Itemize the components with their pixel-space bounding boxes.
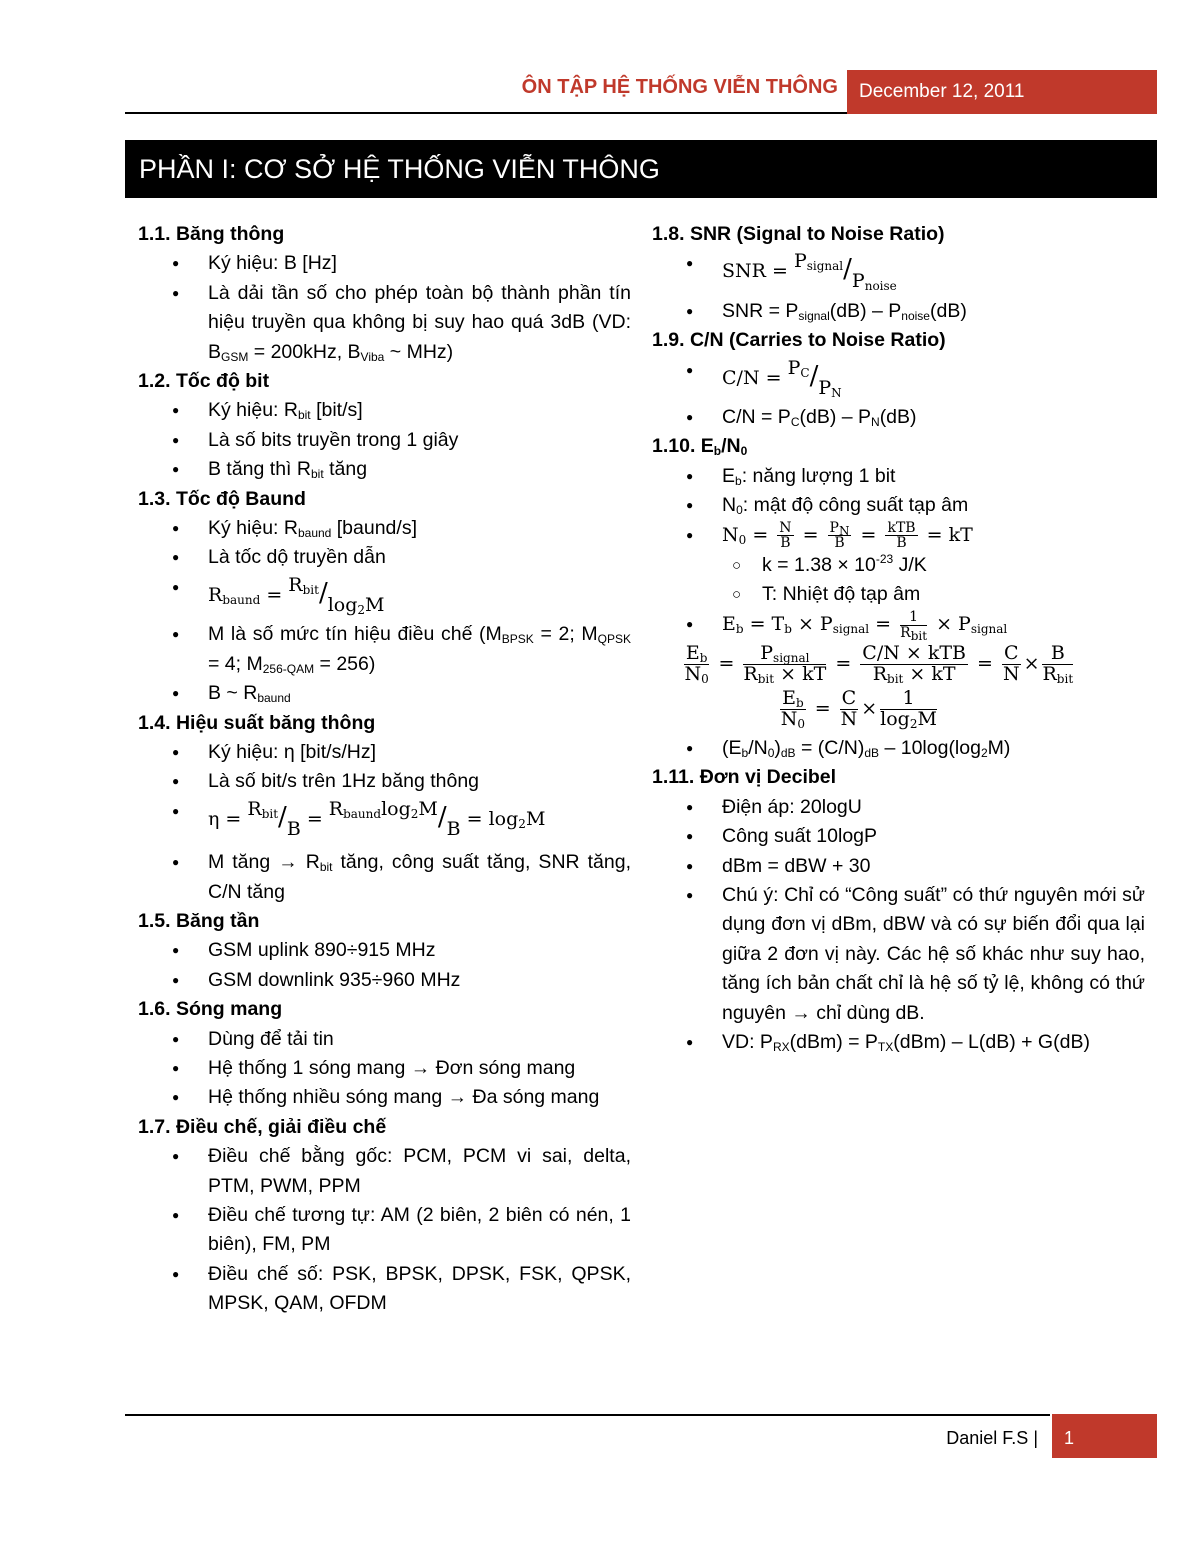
list-item: ● $N_0$: mật độ công suất tạp âm xyxy=(722,491,1145,520)
section-1-4-list xyxy=(138,738,631,907)
part-title: PHẦN I: CƠ SỞ HỆ THỐNG VIỄN THÔNG xyxy=(125,140,1157,198)
section-1-6-title: 1.6. Sóng mang xyxy=(138,998,283,1021)
footer-author: Daniel F.S | xyxy=(946,1428,1038,1448)
list-item: ● Chú ý: Chỉ có “Công suất” có thứ nguyên mới sử dụng đơn vị dBm, dBW và có sự biến đổi qua lại giữa 2 đơn vị này. Các hệ số khác như suy hao, tăng ích bản chất chỉ là hệ số tỷ lệ, không có thứ nguyên → chỉ dùng dB. xyxy=(722,881,1145,1028)
formula-baund: ● $R_{baund} = ^{R_{bit}}/_{log_2M}$ xyxy=(208,573,631,620)
section-1-4-title: 1.4. Hiệu suất băng thông xyxy=(138,711,376,734)
section-1-1-title: 1.1. Băng thông xyxy=(138,223,285,245)
list-item: ● GSM uplink 890÷915 MHz xyxy=(208,936,631,965)
section-1-9-title: 1.9. C/N (Carries to Noise Ratio) xyxy=(652,329,946,352)
list-item: ○ T: Nhiệt độ tạp âm xyxy=(762,580,1145,609)
list-item: ● M tăng → $R_{bit}$ tăng, công suất tăng, SNR tăng, C/N tăng xyxy=(208,848,631,907)
list-item: ● GSM downlink 935÷960 MHz xyxy=(208,966,631,995)
formula-snr: ● SNR = $^{P_{signal}}/_{P_{noise}}$ xyxy=(722,249,1145,296)
header-rule xyxy=(125,112,847,114)
section-1-9-list xyxy=(652,356,1145,433)
formula-eta: ● $\eta = ^{R_{bit}}/_B = ^{R_{baund}log_2M}/_B = \log_2M$ xyxy=(208,797,631,848)
list-item: ● $C/N = P_C(dB) - P_N(dB)$ xyxy=(722,403,1145,432)
list-item: ● Ký hiệu: $R_{bit}$ [bit/s] xyxy=(208,396,631,425)
list-item: ● Ký hiệu: $R_{baund}$ [baund/s] xyxy=(208,514,631,543)
formula-eb-n0-log: $\frac{E_b}{N_0}$ = $\frac{C}{N}$ × $\frac{1}{\log_2M}$ xyxy=(780,687,937,732)
section-1-11-list xyxy=(652,793,1145,1058)
section-1-1-list xyxy=(138,249,631,367)
list-item: ○ $k = 1.38 \times 10^{-23}$ J/K xyxy=(762,551,1145,580)
page-number: 1 xyxy=(1052,1414,1157,1458)
list-item: ● Điều chế số: PSK, BPSK, DPSK, FSK, QPSK, MPSK, QAM, OFDM xyxy=(208,1260,631,1319)
formula-n0: ● $N_0$ = $\frac{N}{B}$ = $\frac{P_N}{B}$ = $\frac{\text{kTB}}{B}$ = kT ○ $k = 1.38 \times 10^{-23}$ J/K ○ T: Nhiệt độ tạp âm xyxy=(722,521,1145,610)
formula-cn: ● $C/N = ^{P_C}/_{P_N}$ xyxy=(722,356,1145,403)
section-1-7-title: 1.7. Điều chế, giải điều chế xyxy=(138,1115,387,1138)
list-item: ● Là dải tần số cho phép toàn bộ thành phần tín hiệu truyền qua không bị suy hao quá 3dB (VD: $B_{GSM} = 200kHz$, $B_{Viba}$ ~ MHz) xyxy=(208,279,631,367)
section-1-5-title: 1.5. Băng tần xyxy=(138,909,260,932)
formula-eb-n0-ratio: $\frac{E_b}{N_0}$ = $\frac{P_{signal}}{R_{bit} \times kT}$ = $\frac{\text{C/N × kTB}}{R_{bit} \times kT}$ = $\frac{C}{N}$ × $\frac{B}{R_{bit}}$ xyxy=(684,642,1074,687)
list-item: ● Ký hiệu: η [bit/s/Hz] xyxy=(208,738,631,767)
list-item: ● M là số mức tín hiệu điều chế ($M_{BPSK} = 2$; $M_{QPSK} = 4$; $M_{256-QAM} = 256$) xyxy=(208,620,631,679)
section-1-3-list xyxy=(138,514,631,708)
list-item: ● B tăng thì $R_{bit}$ tăng xyxy=(208,455,631,484)
list-item: ● Hệ thống nhiều sóng mang → Đa sóng mang xyxy=(208,1083,631,1112)
section-1-10-list-2 xyxy=(652,734,1145,763)
list-item: ● Ký hiệu: B [Hz] xyxy=(208,249,631,278)
list-item: ● dBm = dBW + 30 xyxy=(722,852,1145,881)
footer-rule xyxy=(125,1414,1050,1416)
list-item: ● Dùng để tải tin xyxy=(208,1025,631,1054)
section-1-2-list xyxy=(138,396,631,484)
section-1-6-list xyxy=(138,1025,631,1113)
list-item: ● B ~ $R_{baund}$ xyxy=(208,679,631,708)
section-1-10-title: 1.10. $E_b/N_0$ xyxy=(652,435,748,459)
list-item: ● $(E_b/N_0)_{dB} = (C/N)_{dB} - 10\log(\log_2M)$ xyxy=(722,734,1145,763)
list-item: ● VD: $P_{RX}(dBm) = P_{TX}(dBm) - L(dB) + G(dB)$ xyxy=(722,1028,1145,1057)
right-column xyxy=(652,220,1145,1057)
section-1-7-list xyxy=(138,1142,631,1318)
section-1-11-title: 1.11. Đơn vị Decibel xyxy=(652,766,837,789)
list-item: ● Hệ thống 1 sóng mang → Đơn sóng mang xyxy=(208,1054,631,1083)
section-1-5-list xyxy=(138,936,631,995)
list-item: ● Điện áp: 20logU xyxy=(722,793,1145,822)
list-item: ● Là số bit/s trên 1Hz băng thông xyxy=(208,767,631,796)
section-1-2-title: 1.2. Tốc độ bit xyxy=(138,370,270,393)
list-item: ● Là số bits truyền trong 1 giây xyxy=(208,426,631,455)
header-title: ÔN TẬP HỆ THỐNG VIỄN THÔNG xyxy=(521,76,838,98)
n0-sublist xyxy=(722,551,1145,610)
formula-eb: ● $E_b = T_b \times P_{signal}$ = $\frac{1}{R_{bit}}$ × $P_{signal}$ xyxy=(722,610,1145,640)
list-item: ● $E_b$: năng lượng 1 bit xyxy=(722,462,1145,491)
section-1-3-title: 1.3. Tốc độ Baund xyxy=(138,487,306,510)
section-1-8-list xyxy=(652,249,1145,326)
header-date: December 12, 2011 xyxy=(847,70,1157,114)
left-column xyxy=(138,220,631,1319)
list-item: ● Điều chế tương tự: AM (2 biên, 2 biên có nén, 1 biên), FM, PM xyxy=(208,1201,631,1260)
section-1-8-title: 1.8. SNR (Signal to Noise Ratio) xyxy=(652,223,945,245)
list-item: ● SNR = $P_{signal}(dB) - P_{noise}(dB)$ xyxy=(722,297,1145,326)
list-item: ● Điều chế bằng gốc: PCM, PCM vi sai, delta, PTM, PWM, PPM xyxy=(208,1142,631,1201)
list-item: ● Là tốc dộ truyền dẫn xyxy=(208,543,631,572)
list-item: ● Công suất 10logP xyxy=(722,822,1145,851)
section-1-10-list xyxy=(652,462,1145,643)
